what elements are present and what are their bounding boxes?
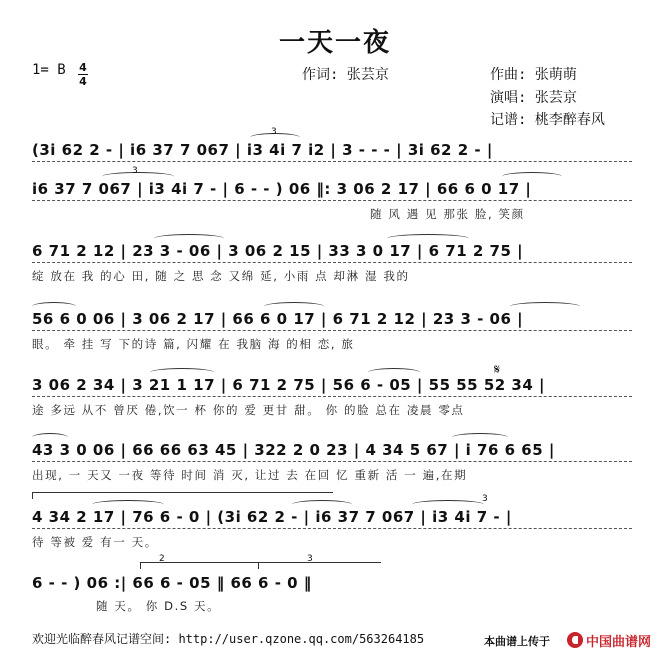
- segno-sign: 𝄋: [494, 362, 501, 378]
- lyrics: 随 天。 你 D.S 天。: [96, 599, 221, 613]
- lyrics: 出现, 一 天又 一夜 等待 时间 消 灭, 让过 去 在回 忆 重新 活 一 遍,在期: [32, 468, 468, 482]
- volta-bracket: [32, 492, 333, 499]
- site-logo[interactable]: [567, 630, 665, 650]
- key-signature: 1= B: [32, 62, 66, 78]
- notes: 6 - - ) 06 :| 66 6 - 05 ‖ 66 6 - 0 ‖: [32, 574, 312, 592]
- volta-2-label: 2: [159, 554, 165, 564]
- time-signature: [78, 62, 88, 87]
- notes: (3i 62 2 - | i6 37 7 067 | i3 4i 7 i2 | 3 - - - | 3i 62 2 - |: [32, 141, 493, 159]
- composer: 作曲: 张萌萌: [490, 67, 577, 83]
- notes: 6 71 2 12 | 23 3 - 06 | 3 06 2 15 | 33 3 0 17 | 6 71 2 75 |: [32, 242, 524, 260]
- lyricist: 作词: 张芸京: [302, 67, 389, 83]
- transcriber: 记谱: 桃李醉春风: [490, 112, 605, 128]
- notes: i6 37 7 067 | i3 4i 7 - | 6 - - ) 06 ‖: 3 06 2 17 | 66 6 0 17 |: [32, 180, 532, 198]
- beam-line: [32, 262, 632, 263]
- footer-uploaded: 本曲谱上传于: [484, 635, 550, 648]
- volta-3: [258, 554, 381, 569]
- lyrics: 绽 放在 我 的心 田, 随 之 思 念 又绵 延, 小雨 点 却淋 湿 我的: [32, 269, 410, 283]
- lyrics: 途 多远 从不 曾厌 倦,饮一 杯 你的 爱 更甘 甜。 你 的脸 总在 凌晨 零点: [32, 403, 465, 417]
- song-title: 一天一夜: [278, 28, 391, 58]
- beam-line: [32, 330, 632, 331]
- lyrics: 待 等被 爱 有一 天。: [32, 535, 158, 549]
- logo-icon: [567, 632, 583, 648]
- triplet-mark: 3: [482, 494, 488, 504]
- notes: 3 06 2 34 | 3 21 1 17 | 6 71 2 75 | 56 6 - 05 | 55 55 52 34 |: [32, 376, 545, 394]
- volta-2: [140, 554, 273, 569]
- beam-line: [32, 528, 632, 529]
- beam-line: [32, 396, 632, 397]
- notes: 4 34 2 17 | 76 6 - 0 | (3i 62 2 - | i6 37 7 067 | i3 4i 7 - |: [32, 508, 512, 526]
- singer: 演唱: 张芸京: [490, 90, 577, 106]
- beam-line: [32, 161, 632, 162]
- triplet-mark: 3: [132, 166, 138, 176]
- beam-line: [32, 200, 632, 201]
- time-signature-top: 4: [79, 61, 87, 74]
- notes: 43 3 0 06 | 66 66 63 45 | 322 2 0 23 | 4 34 5 67 | i 76 6 65 |: [32, 441, 555, 459]
- volta-3-label: 3: [307, 554, 313, 564]
- triplet-mark: 3: [271, 127, 277, 137]
- notes: 56 6 0 06 | 3 06 2 17 | 66 6 0 17 | 6 71 2 12 | 23 3 - 06 |: [32, 310, 524, 328]
- lyrics: 随 风 遇 见 那张 脸, 笑颜: [370, 207, 525, 221]
- site-name: 中国曲谱网: [586, 635, 652, 650]
- beam-line: [32, 461, 632, 462]
- time-signature-bottom: 4: [79, 75, 87, 88]
- footer-note: 欢迎光临醉春风记谱空间: http://user.qzone.qq.com/563264185: [32, 632, 425, 646]
- lyrics: 眼。 牵 挂 写 下的诗 篇, 闪耀 在 我脑 海 的相 恋, 旅: [32, 337, 355, 351]
